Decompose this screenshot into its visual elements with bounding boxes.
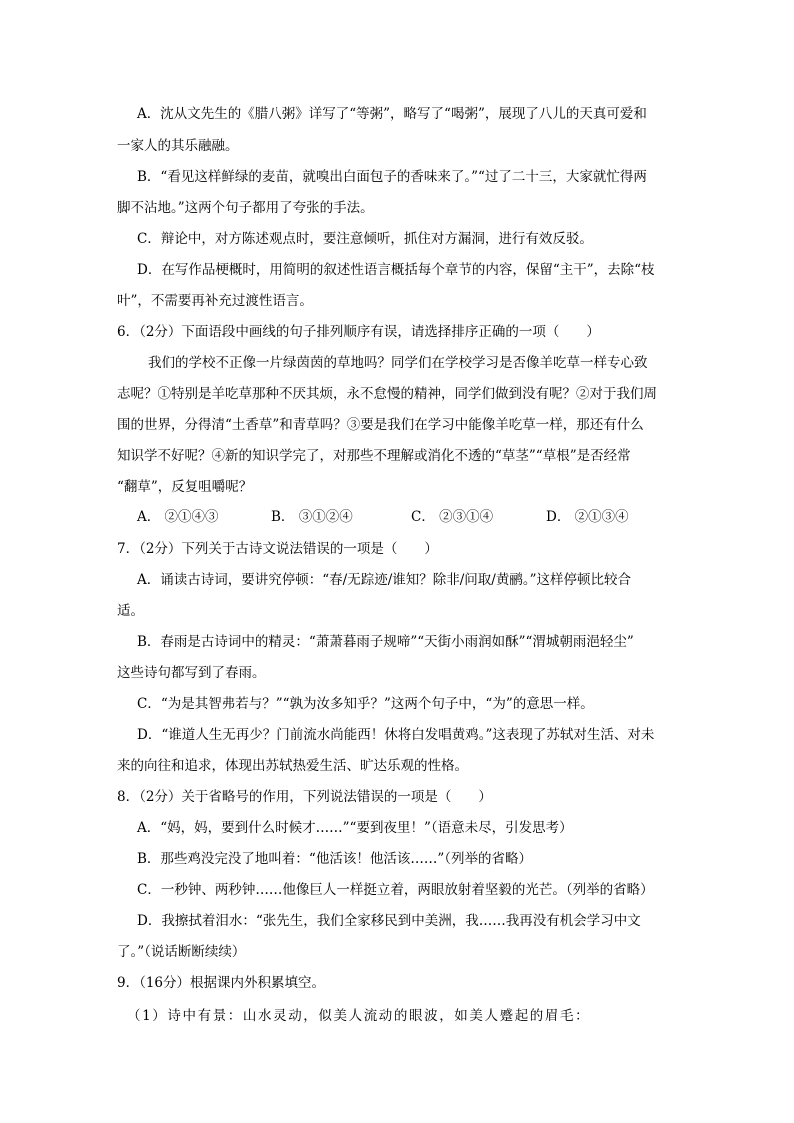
q5-option-a-line2: 一家人的其乐融融。: [117, 138, 239, 154]
q7-option-d-line1: D．“谁道人生无再少？门前流水尚能西！休将白发唱黄鸡。”这表现了苏轼对生活、对未: [137, 727, 655, 743]
q6-option-c: C． ②③①④: [411, 509, 494, 525]
q6-option-a: A． ②①④③: [137, 509, 219, 525]
q8-option-c: C．一秒钟、两秒钟……他像巨人一样挺立着，两眼放射着坚毅的光芒。（列举的省略）: [137, 882, 654, 898]
q6-option-d: D． ②①③④: [546, 509, 629, 525]
q7-option-d-line2: 来的向往和追求，体现出苏轼热爱生活、旷达乐观的性格。: [117, 758, 468, 774]
q7-option-c: C．“为是其智弗若与？”“孰为汝多知乎？”这两个句子中，“为”的意思一样。: [137, 696, 594, 712]
q6-stem: 6．（2分）下面语段中画线的句子排列顺序有误，请选择排序正确的一项（ ）: [117, 324, 600, 340]
q8-option-d-line1: D．我擦拭着泪水：“张先生，我们全家移民到中美洲，我……我再没有机会学习中文: [137, 913, 641, 929]
q7-stem: 7．（2分）下列关于古诗文说法错误的一项是（ ）: [117, 541, 438, 557]
q6-options: [0, 507, 794, 527]
q6-passage-line2: 志呢？①特别是羊吃草那种不厌其烦，永不怠慢的精神，同学们做到没有呢？②对于我们周: [117, 386, 657, 402]
q8-option-d-line2: 了。”（说话断断续续）: [117, 944, 246, 960]
q7-option-a-line2: 适。: [117, 603, 144, 619]
q8-stem: 8．（2分）关于省略号的作用，下列说法错误的一项是（ ）: [117, 789, 492, 805]
q5-option-a-line1: A．沈从文先生的《腊八粥》详写了“等粥”，略写了“喝粥”，展现了八儿的天真可爱和: [137, 106, 647, 122]
q5-option-d-line1: D．在写作品梗概时，用简明的叙述性语言概括每个章节的内容，保留“主干”，去除“枝: [137, 262, 655, 278]
q7-option-a-line1: A．诵读古诗词，要讲究停顿：“春/无踪迹/谁知？除非/问取/黄鹂。”这样停顿比较合: [137, 572, 631, 588]
q9-part1: （1）诗中有景：山水灵动，似美人流动的眼波，如美人蹙起的眉毛：: [127, 1008, 591, 1024]
q6-passage-line4: 知识学不好呢？④新的知识学完了，对那些不理解或消化不透的“草茎”“草根”是否经常: [117, 448, 631, 464]
q5-option-b-line2: 脚不沾地。”这两个句子都用了夸张的手法。: [117, 200, 374, 216]
q9-stem: 9．（16分）根据课内外积累填空。: [117, 975, 326, 991]
q5-option-c: C．辩论中，对方陈述观点时，要注意倾听，抓住对方漏洞，进行有效反驳。: [137, 231, 593, 247]
q6-passage-line3: 围的世界，分得清“土香草”和青草吗？③要是我们在学习中能像羊吃草一样，那还有什么: [117, 417, 644, 433]
q6-option-b: B． ③①②④: [271, 509, 353, 525]
q5-option-d-line2: 叶”，不需要再补充过渡性语言。: [117, 293, 313, 309]
q8-option-b: B．那些鸡没完没了地叫着：“他活该！他活该……”（列举的省略）: [137, 851, 532, 867]
q6-passage-line1: 我们的学校不正像一片绿茵茵的草地吗？同学们在学校学习是否像羊吃草一样专心致: [148, 355, 648, 371]
q8-option-a: A．“妈，妈，要到什么时候才……”“要到夜里！”（语意未尽，引发思考）: [137, 820, 573, 836]
q7-option-b-line1: B．春雨是古诗词中的精灵：“萧萧暮雨子规啼”“天街小雨润如酥”“渭城朝雨浥轻尘”: [137, 634, 634, 650]
q5-option-b-line1: B．“看见这样鲜绿的麦苗，就嗅出白面包子的香味来了。”“过了二十三，大家就忙得两: [137, 169, 647, 185]
q7-option-b-line2: 这些诗句都写到了春雨。: [117, 665, 266, 681]
q6-passage-line5: “翻草”，反复咀嚼呢？: [117, 479, 253, 495]
